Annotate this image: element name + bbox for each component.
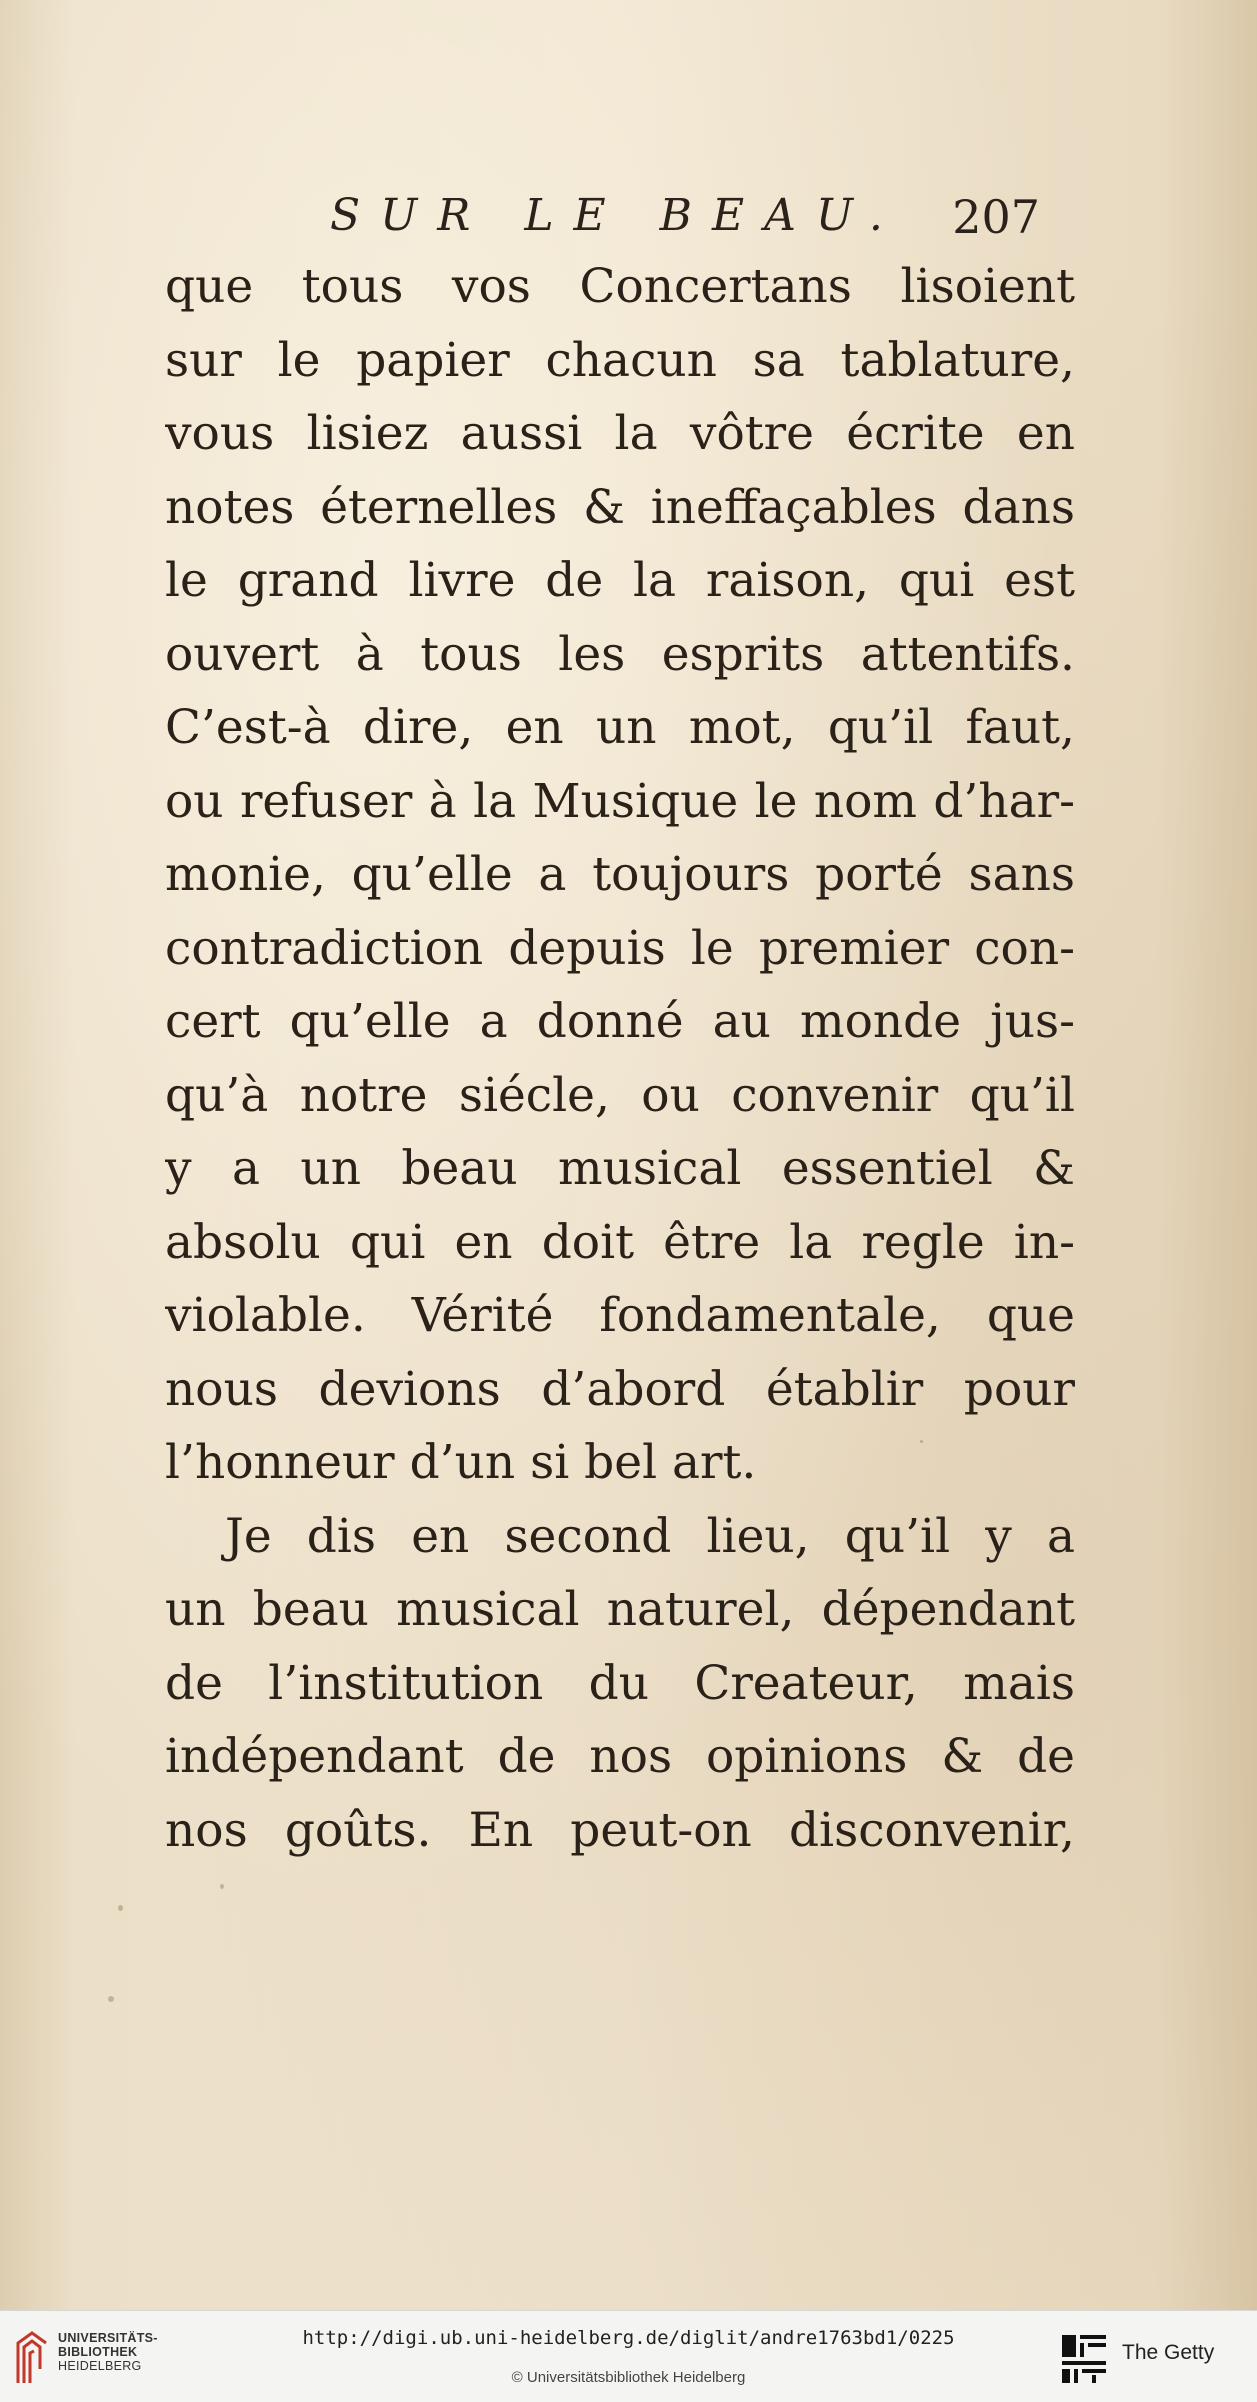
text-line: contradiction depuis le premier con- [165, 920, 1075, 976]
page-number: 207 [952, 190, 1040, 244]
text-line: y a un beau musical essentiel & [165, 1141, 1075, 1196]
text-line: nous devions d’abord établir pour [165, 1361, 1075, 1417]
text-line: monie, qu’elle a toujours porté sans [165, 847, 1075, 902]
library-line: BIBLIOTHEK [58, 2345, 138, 2359]
text-line: indépendant de nos opinions & de [165, 1729, 1075, 1784]
text-line: que tous vos Concertans lisoient [165, 259, 1075, 314]
paper-spot [118, 1905, 123, 1911]
text-line: le grand livre de la raison, qui est [165, 553, 1075, 608]
permalink-url[interactable]: http://digi.ub.uni-heidelberg.de/diglit/andre1763bd1/0225 [302, 2327, 955, 2349]
text-line: ouvert à tous les esprits attentifs. [165, 626, 1075, 682]
text-line: l’honneur d’un si bel art. [165, 1435, 757, 1490]
text-line: de l’institution du Createur, mais [165, 1655, 1075, 1711]
text-line: qu’à notre siécle, ou convenir qu’il [165, 1067, 1075, 1123]
library-line: HEIDELBERG [58, 2359, 142, 2373]
text-line: absolu qui en doit être la regle in- [165, 1214, 1075, 1270]
text-line: C’est-à dire, en un mot, qu’il faut, [165, 700, 1075, 755]
text-line: un beau musical naturel, dépendant [165, 1582, 1075, 1637]
paper-spot [108, 1996, 114, 2002]
text-line: Je dis en second lieu, qu’il y a [225, 1508, 1075, 1564]
text-line: violable. Vérité fondamentale, que [165, 1288, 1075, 1343]
getty-logo-icon [1058, 2329, 1110, 2387]
text-line: nos goûts. En peut-on disconvenir, [165, 1802, 1075, 1858]
getty-name: The Getty [1122, 2341, 1215, 2364]
viewer-footer [0, 2310, 1257, 2402]
library-line: UNIVERSITÄTS- [58, 2331, 158, 2345]
paper-spot [220, 1884, 224, 1889]
body-text [165, 250, 1075, 1867]
text-line: notes éternelles & ineffaçables dans [165, 479, 1075, 535]
text-line: vous lisiez aussi la vôtre écrite en [165, 406, 1075, 461]
text-line: ou refuser à la Musique le nom d’har- [165, 773, 1075, 829]
text-line: cert qu’elle a donné au monde jus- [165, 994, 1075, 1049]
text-line: sur le papier chacun sa tablature, [165, 332, 1075, 388]
copyright-notice: © Universitätsbibliothek Heidelberg [511, 2369, 746, 2386]
running-head-title: SUR LE BEAU. [330, 190, 903, 241]
